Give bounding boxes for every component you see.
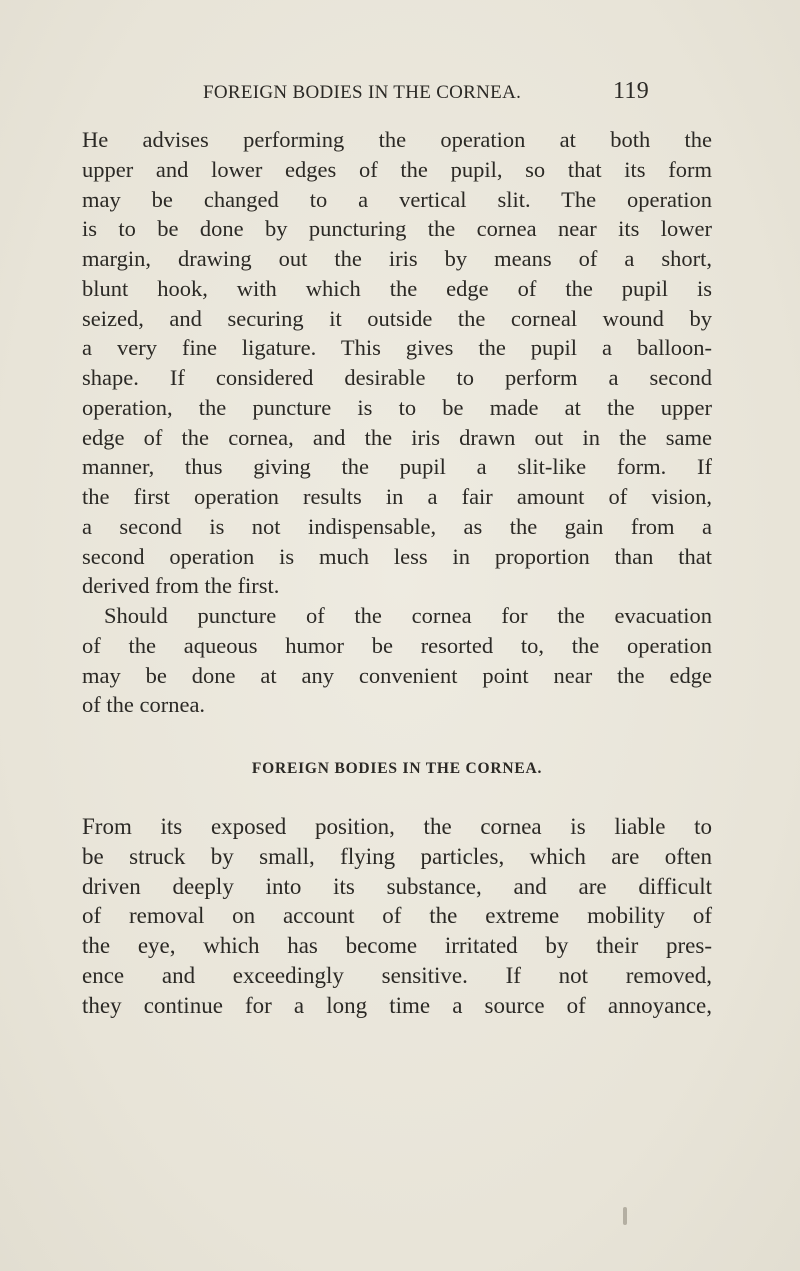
text-line: they continue for a long time a source of annoyance, <box>82 992 712 1018</box>
text-line: of the cornea. <box>82 692 206 718</box>
text-line: may be changed to a vertical slit. The operation <box>82 186 712 212</box>
text-line: second operation is much less in proportion than that <box>82 543 712 569</box>
paper-speck <box>623 1207 627 1225</box>
text-line: of the aqueous humor be resorted to, the operation <box>82 632 712 658</box>
text-line: operation, the puncture is to be made at the upper <box>82 394 712 420</box>
text-line: upper and lower edges of the pupil, so that its form <box>82 156 712 182</box>
text-line: a very fine ligature. This gives the pupil a balloon- <box>82 335 712 361</box>
text-line: seized, and securing it outside the corneal wound by <box>82 305 712 331</box>
body-text-upper <box>82 125 712 720</box>
text-line: a second is not indispensable, as the gain from a <box>82 513 712 539</box>
text-line: blunt hook, with which the edge of the pupil is <box>82 275 712 301</box>
text-line: shape. If considered desirable to perform a second <box>82 365 712 390</box>
text-line: ence and exceedingly sensitive. If not removed, <box>82 962 712 988</box>
text-line: is to be done by puncturing the cornea near its lower <box>82 216 712 242</box>
text-line: edge of the cornea, and the iris drawn out in the same <box>82 424 712 450</box>
paragraph-3 <box>82 812 712 1020</box>
text-line: He advises performing the operation at both the <box>82 127 712 152</box>
text-line: of removal on account of the extreme mobility of <box>82 903 712 929</box>
text-line: the eye, which has become irritated by their pres- <box>82 933 712 958</box>
text-line: derived from the first. <box>82 573 280 599</box>
section-heading: FOREIGN BODIES IN THE CORNEA. <box>251 760 543 777</box>
text-line: may be done at any convenient point near the edge <box>82 662 712 688</box>
running-header <box>203 78 650 108</box>
text-line: driven deeply into its substance, and are difficult <box>82 873 712 899</box>
paragraph-1 <box>82 125 712 601</box>
running-title: FOREIGN BODIES IN THE CORNEA. <box>203 82 522 103</box>
text-line: From its exposed position, the cornea is liable to <box>82 814 712 839</box>
text-line: Should puncture of the cornea for the evacuation <box>104 603 712 628</box>
body-text-lower <box>82 812 712 1020</box>
text-line: the first operation results in a fair amount of vision, <box>82 484 712 509</box>
page-number: 119 <box>613 78 650 104</box>
text-line: manner, thus giving the pupil a slit-like form. If <box>82 454 712 480</box>
paragraph-2 <box>82 601 712 720</box>
text-line: be struck by small, flying particles, which are often <box>82 843 712 869</box>
text-line: margin, drawing out the iris by means of a short, <box>82 246 712 271</box>
